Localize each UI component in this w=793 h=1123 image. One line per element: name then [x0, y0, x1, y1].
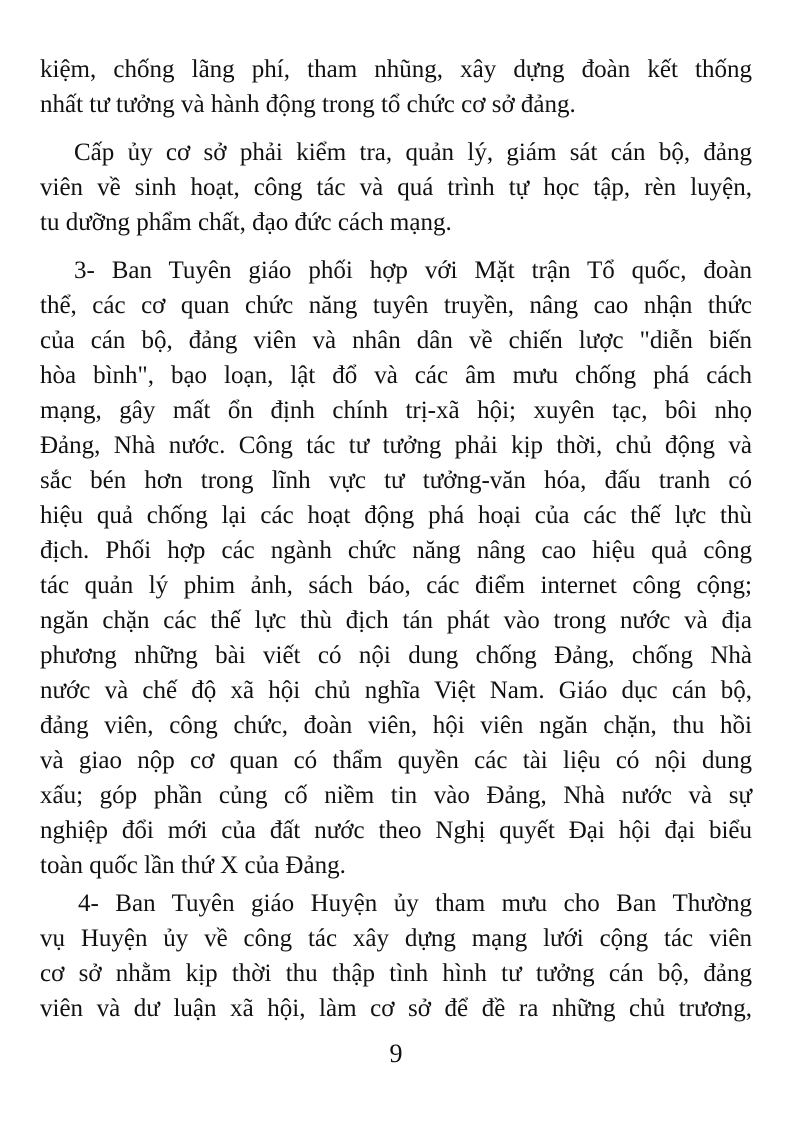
text-line: và giao nộp cơ quan có thẩm quyền các tài liệu có nội dung	[40, 747, 752, 774]
text-line: nhất tư tưởng và hành động trong tổ chức cơ sở đảng.	[40, 91, 576, 118]
text-line: kiệm, chống lãng phí, tham nhũng, xây dựng đoàn kết thống	[40, 56, 752, 83]
text-line: phương những bài viết có nội dung chống Đảng, chống Nhà	[40, 642, 752, 669]
document-page	[40, 52, 752, 1112]
text-line: viên và dư luận xã hội, làm cơ sở để đề ra những chủ trương,	[40, 995, 752, 1022]
text-line: 4- Ban Tuyên giáo Huyện ủy tham mưu cho Ban Thường	[78, 890, 752, 917]
text-line: viên về sinh hoạt, công tác và quá trình tự học tập, rèn luyện,	[40, 174, 752, 201]
text-line: Đảng, Nhà nước. Công tác tư tưởng phải kịp thời, chủ động và	[40, 432, 752, 459]
text-line: sắc bén hơn trong lĩnh vực tư tưởng-văn hóa, đấu tranh có	[40, 467, 752, 494]
text-line: cơ sở nhằm kịp thời thu thập tình hình tư tưởng cán bộ, đảng	[40, 960, 752, 987]
text-line: thể, các cơ quan chức năng tuyên truyền, nâng cao nhận thức	[40, 292, 752, 319]
text-line: Cấp ủy cơ sở phải kiểm tra, quản lý, giám sát cán bộ, đảng	[74, 139, 752, 166]
text-line: nước và chế độ xã hội chủ nghĩa Việt Nam. Giáo dục cán bộ,	[40, 677, 752, 704]
text-line: toàn quốc lần thứ X của Đảng.	[40, 852, 346, 879]
text-line: hòa bình", bạo loạn, lật đổ và các âm mưu chống phá cách	[40, 362, 752, 389]
text-line: ngăn chặn các thế lực thù địch tán phát vào trong nước và địa	[40, 607, 752, 634]
text-line: tu dưỡng phẩm chất, đạo đức cách mạng.	[40, 209, 452, 236]
text-line: hiệu quả chống lại các hoạt động phá hoại của các thế lực thù	[40, 502, 752, 529]
text-line: xấu; góp phần củng cố niềm tin vào Đảng, Nhà nước và sự	[40, 782, 752, 809]
text-line: 3- Ban Tuyên giáo phối hợp với Mặt trận Tổ quốc, đoàn	[74, 257, 752, 284]
text-line: địch. Phối hợp các ngành chức năng nâng cao hiệu quả công	[40, 537, 752, 564]
text-line: tác quản lý phim ảnh, sách báo, các điểm internet công cộng;	[40, 572, 752, 599]
text-line: mạng, gây mất ổn định chính trị-xã hội; xuyên tạc, bôi nhọ	[40, 397, 752, 424]
text-line: của cán bộ, đảng viên và nhân dân về chiến lược "diễn biến	[40, 327, 752, 354]
text-line: nghiệp đổi mới của đất nước theo Nghị quyết Đại hội đại biểu	[40, 817, 752, 844]
page-number: 9	[389, 1039, 403, 1068]
text-line: đảng viên, công chức, đoàn viên, hội viên ngăn chặn, thu hồi	[40, 712, 752, 739]
text-line: vụ Huyện ủy về công tác xây dựng mạng lưới cộng tác viên	[40, 925, 752, 952]
